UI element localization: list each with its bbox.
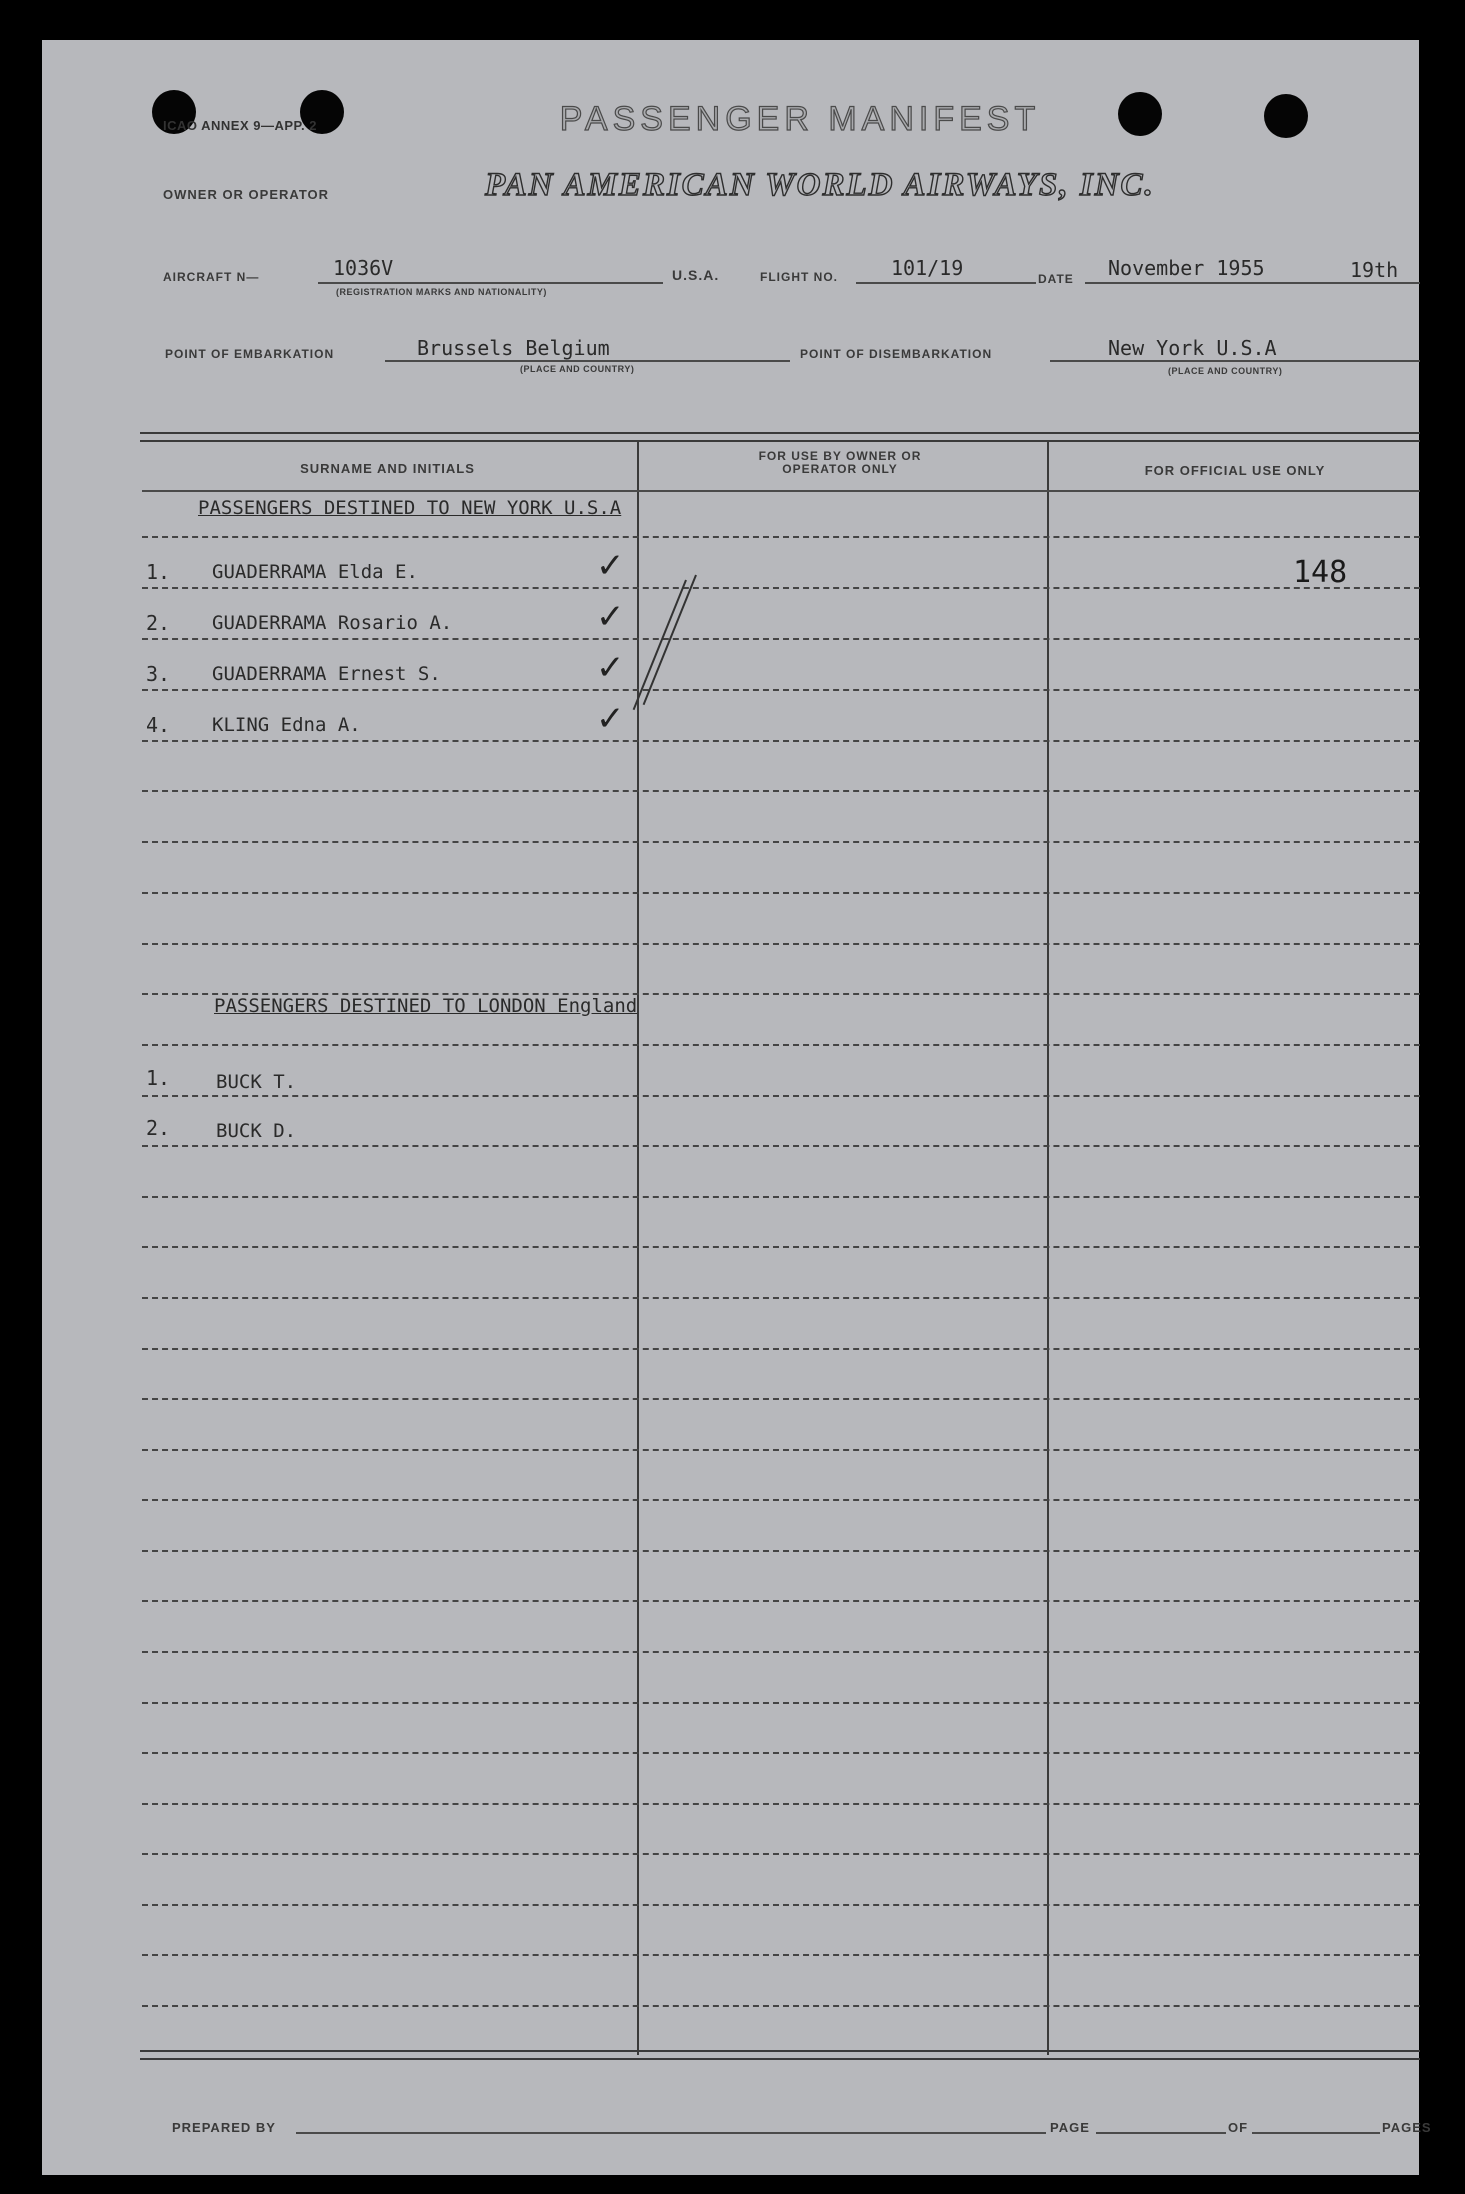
- page-title: PASSENGER MANIFEST: [559, 100, 1041, 138]
- of-label: OF: [1228, 2120, 1249, 2135]
- date-underline: [1085, 282, 1420, 284]
- day-value: 19th: [1350, 258, 1399, 282]
- section-heading-new-york: PASSENGERS DESTINED TO NEW YORK U.S.A: [198, 497, 622, 519]
- row-rule: [142, 1853, 1420, 1855]
- row-rule: [142, 536, 1420, 538]
- row-rule: [142, 1954, 1420, 1956]
- row-rule: [142, 1752, 1420, 1754]
- date-value: November 1955: [1108, 256, 1265, 280]
- embark-place-note: (PLACE AND COUNTRY): [520, 364, 635, 374]
- punch-hole: [1264, 94, 1308, 138]
- table-bottom-rule: [140, 2050, 1420, 2060]
- row-rule: [142, 1348, 1420, 1350]
- aircraft-value: 1036V: [333, 256, 394, 280]
- header-rule: [142, 490, 1420, 492]
- owner-name: PAN AMERICAN WORLD AIRWAYS, INC.: [485, 167, 1155, 203]
- passenger-name: GUADERRAMA Elda E.: [212, 561, 418, 583]
- row-rule: [142, 1095, 1420, 1097]
- disembark-underline: [1050, 360, 1420, 362]
- row-rule: [142, 2005, 1420, 2007]
- row-rule: [142, 1246, 1420, 1248]
- check-mark-icon: ✓: [596, 699, 625, 739]
- passenger-name: GUADERRAMA Ernest S.: [212, 663, 441, 685]
- passenger-name: BUCK D.: [216, 1120, 297, 1142]
- row-rule: [142, 1449, 1420, 1451]
- disembark-value: New York U.S.A: [1108, 336, 1277, 360]
- column-header-official: FOR OFFICIAL USE ONLY: [1144, 463, 1326, 478]
- prepared-by-label: PREPARED BY: [172, 2120, 276, 2135]
- embark-underline: [385, 360, 790, 362]
- row-rule: [142, 1297, 1420, 1299]
- disembark-place-note: (PLACE AND COUNTRY): [1168, 366, 1283, 376]
- row-rule: [142, 1196, 1420, 1198]
- passenger-number: 1.: [146, 1066, 171, 1090]
- registration-note: (REGISTRATION MARKS AND NATIONALITY): [336, 287, 547, 297]
- owner-label: OWNER OR OPERATOR: [163, 187, 330, 202]
- prepared-by-line: [296, 2132, 1046, 2134]
- row-rule: [142, 638, 1420, 640]
- row-rule: [142, 1600, 1420, 1602]
- row-rule: [142, 740, 1420, 742]
- passenger-name: BUCK T.: [216, 1071, 297, 1093]
- column-header-owner: FOR USE BY OWNER OR OPERATOR ONLY: [758, 449, 922, 476]
- flight-value: 101/19: [891, 256, 964, 280]
- check-mark-icon: ✓: [596, 597, 625, 637]
- row-rule: [142, 1702, 1420, 1704]
- page-label: PAGE: [1050, 2120, 1090, 2135]
- nationality-label: U.S.A.: [672, 267, 720, 283]
- aircraft-underline: [318, 282, 663, 284]
- row-rule: [142, 892, 1420, 894]
- passenger-number: 4.: [146, 713, 171, 737]
- row-rule: [142, 1044, 1420, 1046]
- passenger-name: GUADERRAMA Rosario A.: [212, 612, 453, 634]
- flight-label: FLIGHT NO.: [760, 270, 838, 284]
- passenger-number: 3.: [146, 662, 171, 686]
- row-rule: [142, 841, 1420, 843]
- of-line: [1252, 2132, 1380, 2134]
- aircraft-label: AIRCRAFT N—: [163, 270, 260, 284]
- embark-value: Brussels Belgium: [417, 336, 610, 360]
- passenger-number: 2.: [146, 1116, 171, 1140]
- section-heading-london: PASSENGERS DESTINED TO LONDON England: [214, 995, 638, 1017]
- disembark-label: POINT OF DISEMBARKATION: [800, 347, 993, 361]
- row-rule: [142, 790, 1420, 792]
- pages-label: PAGES: [1382, 2120, 1432, 2135]
- check-mark-icon: ✓: [596, 546, 625, 586]
- passenger-number: 1.: [146, 560, 171, 584]
- punch-hole: [1118, 92, 1162, 136]
- row-rule: [142, 1803, 1420, 1805]
- row-rule: [142, 1398, 1420, 1400]
- check-mark-icon: ✓: [596, 648, 625, 688]
- embark-label: POINT OF EMBARKATION: [165, 347, 335, 361]
- passenger-name: KLING Edna A.: [212, 714, 361, 736]
- row-rule: [142, 1145, 1420, 1147]
- official-number: 148: [1293, 555, 1348, 590]
- row-rule: [142, 1499, 1420, 1501]
- flight-underline: [856, 282, 1036, 284]
- table-top-rule: [140, 432, 1420, 442]
- row-rule: [142, 587, 1420, 589]
- row-rule: [142, 1904, 1420, 1906]
- row-rule: [142, 1651, 1420, 1653]
- row-rule: [142, 1550, 1420, 1552]
- row-rule: [142, 943, 1420, 945]
- form-id: ICAO ANNEX 9—APP. 2: [163, 118, 317, 133]
- row-rule: [142, 689, 1420, 691]
- date-label: DATE: [1038, 272, 1074, 286]
- passenger-number: 2.: [146, 611, 171, 635]
- page-line: [1096, 2132, 1226, 2134]
- column-header-surname: SURNAME AND INITIALS: [300, 461, 475, 476]
